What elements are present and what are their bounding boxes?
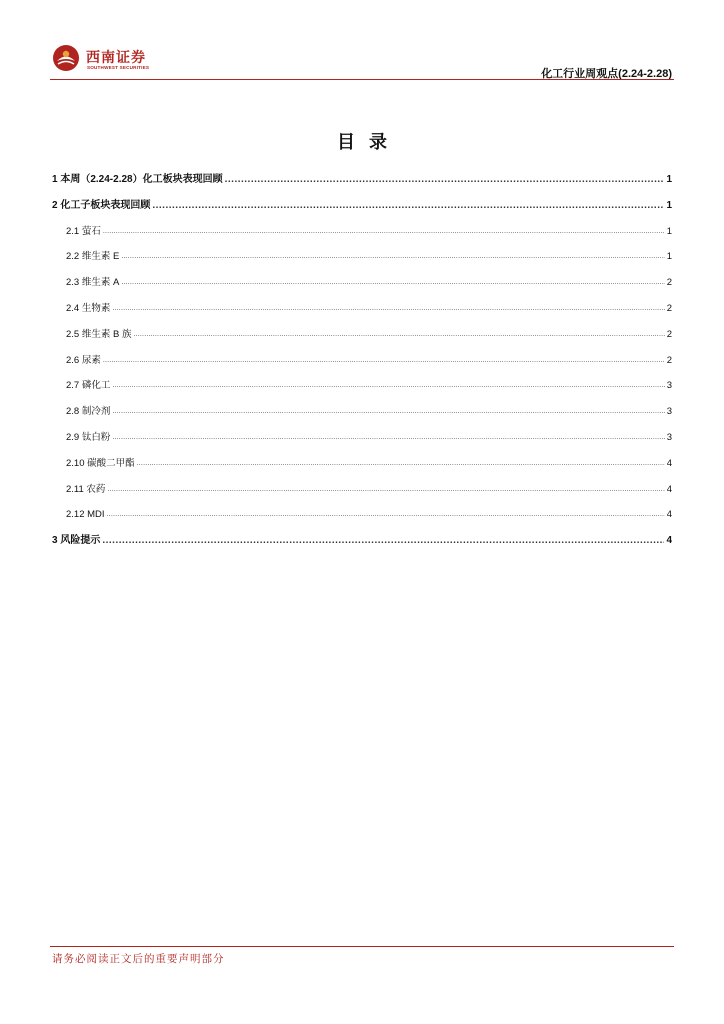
toc-entry[interactable] [52,505,672,521]
toc-entry-label: 2.2 维生素 E [66,251,120,263]
toc-leader-dots [137,457,665,470]
toc-leader-dots [112,302,664,315]
toc-entry[interactable] [52,222,672,238]
toc-entry-label: 2.11 农药 [66,483,106,495]
toc-entry[interactable] [52,247,672,263]
logo-chinese-name: 西南证券 [86,50,146,66]
toc-entry[interactable] [52,480,672,496]
toc-entry[interactable] [52,273,672,289]
toc-leader-dots [133,328,664,341]
toc-entry-label: 2.8 制冷剂 [66,406,111,418]
toc-entry-page-number: 3 [666,406,672,418]
toc-entry-page-number: 3 [666,432,672,443]
toc-entry-label: 2.5 维生素 B 族 [66,328,132,340]
toc-entry-label: 2.10 碳酸二甲酯 [66,457,135,469]
toc-entry[interactable] [52,402,672,418]
toc-entry-page-number: 2 [666,277,672,289]
toc-leader-dots [112,431,664,444]
toc-leader-dots [103,354,665,367]
toc-entry-page-number: 2 [666,303,672,314]
header-divider [50,79,674,80]
toc-entry-page-number: 1 [666,174,672,185]
toc-entry-label: 2.12 MDI [66,509,105,521]
toc-entry-page-number: 4 [666,535,672,547]
toc-entry-label: 2.7 磷化工 [66,380,111,392]
toc-entry[interactable] [52,299,672,315]
footer-divider [50,946,674,947]
toc-entry-label: 2.9 钛白粉 [66,432,111,443]
toc-entry-label: 2.4 生物素 [66,303,111,314]
toc-entry-label: 2.6 尿素 [66,354,101,366]
toc-entry-page-number: 4 [666,483,672,495]
footer-disclaimer: 请务必阅读正文后的重要声明部分 [52,953,225,965]
toc-entry-page-number: 3 [666,380,672,392]
toc-leader-dots [121,250,664,263]
toc-entry[interactable] [52,376,672,392]
toc-entry[interactable] [52,170,672,186]
toc-heading: 目录 [337,132,401,152]
toc-entry-page-number: 2 [666,354,672,366]
toc-leader-dots [112,379,664,392]
toc-entry-page-number: 4 [666,509,672,521]
toc-entry[interactable] [52,428,672,444]
toc-entry-page-number: 1 [666,251,672,263]
toc-entry[interactable] [52,351,672,367]
toc-entry-label: 2.3 维生素 A [66,277,120,289]
company-logo [52,44,172,74]
toc-entry-page-number: 1 [666,199,672,211]
toc-entry[interactable] [52,454,672,470]
report-title: 化工行业周观点(2.24-2.28) [541,68,672,80]
toc-entry-page-number: 4 [666,457,672,469]
toc-entry-label: 3 风险提示 [52,535,101,547]
logo-emblem-icon [52,44,80,72]
toc-entry[interactable] [52,531,672,547]
toc-entry-page-number: 1 [666,225,672,237]
toc-entry-label: 2 化工子板块表现回顾 [52,199,151,211]
logo-english-name: SOUTHWEST SECURITIES [87,65,150,70]
toc-leader-dots [103,225,665,238]
toc-entry-page-number: 2 [666,328,672,340]
toc-leader-dots [152,200,664,212]
toc-entry-label: 2.1 萤石 [66,225,101,237]
toc-entry-label: 1 本周（2.24-2.28）化工板块表现回顾 [52,174,223,185]
toc-entry[interactable] [52,325,672,341]
toc-leader-dots [102,535,664,547]
toc-leader-dots [121,276,664,289]
toc-leader-dots [107,508,665,521]
toc-leader-dots [107,483,664,496]
toc-leader-dots [225,174,665,186]
toc-leader-dots [112,405,664,418]
toc-entry[interactable] [52,196,672,212]
